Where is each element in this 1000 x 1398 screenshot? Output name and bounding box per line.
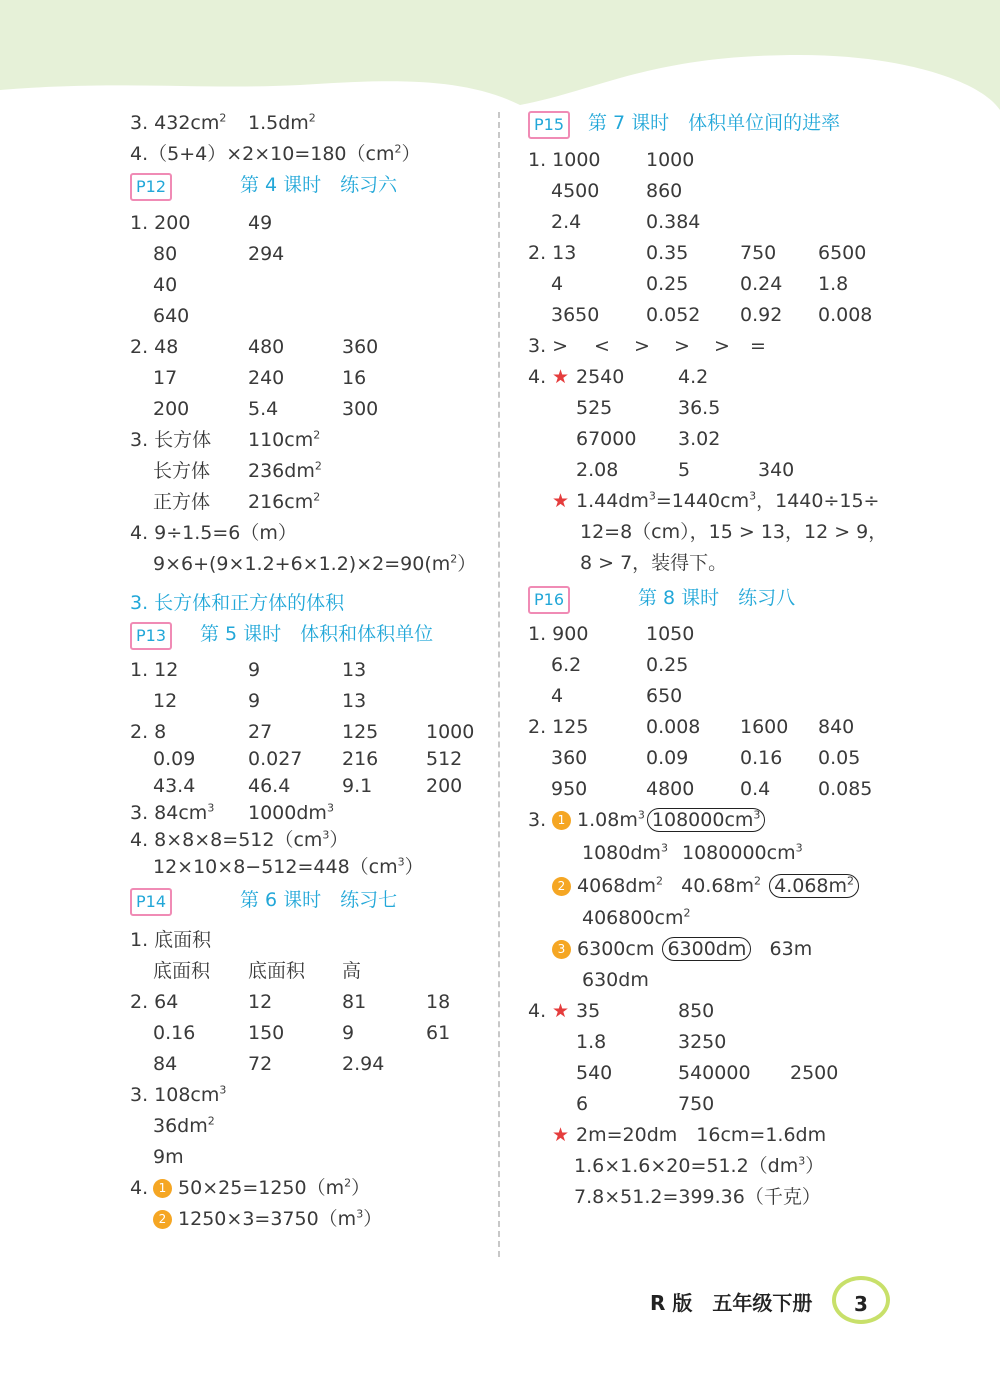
text: $216cm^2$ <box>248 490 321 513</box>
text: 360 <box>342 336 379 358</box>
text: 630dm <box>582 969 649 991</box>
text: 950 <box>551 778 588 800</box>
star-icon: ★ <box>552 1000 570 1022</box>
text: 1.8 <box>576 1031 607 1053</box>
text: 0.09 <box>646 747 689 769</box>
text: 底面积 <box>248 960 306 982</box>
text: $1080000cm^3$ <box>682 841 803 864</box>
text: 5.4 <box>248 398 279 420</box>
page-number: 3 <box>832 1276 890 1324</box>
text: 2. 8 <box>130 721 167 743</box>
text: 12=8（cm），15 > 13，12 > 9， <box>580 521 888 543</box>
text: 13 <box>342 659 367 681</box>
text: 27 <box>248 721 273 743</box>
text: 850 <box>678 1000 715 1022</box>
text: 0.16 <box>153 1022 196 1044</box>
text: 长方体 <box>153 460 211 482</box>
text: 7.8×51.2=399.36（千克） <box>574 1186 821 1208</box>
text: 480 <box>248 336 285 358</box>
text: 2540 <box>576 366 625 388</box>
text: 9 <box>342 1022 355 1044</box>
left-column <box>130 108 490 1235</box>
text: 860 <box>646 180 683 202</box>
page-tag: P14 <box>130 888 172 916</box>
text: > <box>714 335 730 357</box>
right-column <box>528 108 888 1213</box>
text: 0.008 <box>818 304 873 326</box>
number-badge: 3 <box>552 940 571 959</box>
text: 3. <box>528 809 547 831</box>
text: 4. <box>528 366 547 388</box>
footer-edition: R 版 五年级下册 <box>650 1291 813 1315</box>
text: 2m=20dm 16cm=1.6dm <box>576 1124 827 1146</box>
text: 2. 125 <box>528 716 589 738</box>
text: 61 <box>426 1022 451 1044</box>
page-tag: P15 <box>528 111 570 139</box>
text: 525 <box>576 397 613 419</box>
text: 294 <box>248 243 285 265</box>
star-icon: ★ <box>552 366 570 388</box>
text: $1.6\times 1.6\times 20=51.2(dm^3)$ <box>574 1154 825 1177</box>
text: 2.4 <box>551 211 582 233</box>
text: 1.8 <box>818 273 849 295</box>
page-tag: P16 <box>528 586 570 614</box>
page-tag: P13 <box>130 622 172 650</box>
text: 540000 <box>678 1062 751 1084</box>
text: 0.09 <box>153 748 196 770</box>
text: 3. 长方体 <box>130 429 212 451</box>
text: 200 <box>153 398 190 420</box>
text: 40 <box>153 274 178 296</box>
text: 1 $1.08m^3$ $108000cm^3$ <box>552 805 765 836</box>
text: 540 <box>576 1062 613 1084</box>
text: 2 $1250\times 3=3750(m^3)$ <box>153 1204 382 1235</box>
text: 512 <box>426 748 463 770</box>
text: 0.35 <box>646 242 689 264</box>
text: 0.05 <box>818 747 861 769</box>
text: 8 > 7，装得下。 <box>580 552 728 574</box>
text: 0.052 <box>646 304 701 326</box>
text: 3. $432cm^2$ <box>130 111 227 134</box>
text: 4. $8\times 8\times 8=512(cm^3)$ <box>130 828 349 851</box>
number-badge: 1 <box>552 811 571 830</box>
text: $1080dm^3$ <box>582 841 668 864</box>
text: 1000 <box>646 149 695 171</box>
text: $36dm^2$ <box>153 1114 215 1137</box>
text: < <box>594 335 610 357</box>
text: 36.5 <box>678 397 721 419</box>
text: 2500 <box>790 1062 839 1084</box>
text: 1. 底面积 <box>130 929 212 951</box>
text: 43.4 <box>153 775 196 797</box>
text: 81 <box>342 991 367 1013</box>
text: 750 <box>740 242 777 264</box>
text: 2.94 <box>342 1053 385 1075</box>
text: 0.16 <box>740 747 783 769</box>
text: $1.5dm^2$ <box>248 111 316 134</box>
text: 80 <box>153 243 178 265</box>
text: 300 <box>342 398 379 420</box>
number-badge: 2 <box>153 1210 172 1229</box>
text: 2. 13 <box>528 242 577 264</box>
text: 125 <box>342 721 379 743</box>
text: 1. 900 <box>528 623 589 645</box>
text: 0.027 <box>248 748 303 770</box>
text: 4. <box>528 1000 547 1022</box>
text: 16 <box>342 367 367 389</box>
text: 4. 9÷1.5=6（m） <box>130 522 297 544</box>
text: 17 <box>153 367 178 389</box>
text: 0.24 <box>740 273 783 295</box>
text: 1600 <box>740 716 789 738</box>
text: 84 <box>153 1053 178 1075</box>
text: = <box>750 335 766 357</box>
text: 360 <box>551 747 588 769</box>
text: 12 <box>248 991 273 1013</box>
text: 9m <box>153 1146 184 1168</box>
text: 6 <box>576 1093 589 1115</box>
star-icon: ★ <box>552 1124 570 1146</box>
text: 640 <box>153 305 190 327</box>
text: 13 <box>342 690 367 712</box>
text: $4.(5+4)\times 2\times 10=180(cm^2)$ <box>130 142 421 165</box>
text: 4500 <box>551 180 600 202</box>
text: 正方体 <box>153 491 211 513</box>
text: 4 <box>551 273 564 295</box>
text: 4.2 <box>678 366 709 388</box>
number-badge: 2 <box>552 877 571 896</box>
lesson-title: 第 8 课时 练习八 <box>638 587 796 609</box>
text: 5 <box>678 459 691 481</box>
star-icon: ★ <box>552 490 570 512</box>
column-divider <box>498 112 500 1257</box>
text: 650 <box>646 685 683 707</box>
text: 9.1 <box>342 775 373 797</box>
text: 0.25 <box>646 654 689 676</box>
text: $406800cm^2$ <box>582 906 691 929</box>
text: $236dm^2$ <box>248 459 322 482</box>
text: 3.02 <box>678 428 721 450</box>
text: 0.085 <box>818 778 873 800</box>
text: 150 <box>248 1022 285 1044</box>
text: 12 <box>153 690 178 712</box>
text: 3. $84cm^3$ <box>130 801 215 824</box>
text: 35 <box>576 1000 601 1022</box>
text: $1.44dm^3=1440cm^3$，1440÷15÷ <box>576 489 880 512</box>
lesson-title: 第 6 课时 练习七 <box>240 889 398 911</box>
text: 1050 <box>646 623 695 645</box>
text: 6500 <box>818 242 867 264</box>
text: 2.08 <box>576 459 619 481</box>
text: 9 <box>248 659 261 681</box>
text: 0.008 <box>646 716 701 738</box>
text: 750 <box>678 1093 715 1115</box>
number-badge: 1 <box>153 1179 172 1198</box>
text: 49 <box>248 212 273 234</box>
text: 200 <box>426 775 463 797</box>
circled-answer: $108000cm^3$ <box>647 808 766 832</box>
text: 2 $4068dm^2$ $40.68m^2$ $4.068m^2$ <box>552 871 859 902</box>
text: $9\times 6+(9\times 1.2+6\times 1.2)\times 2=90(m^2)$ <box>153 552 477 575</box>
text: 3. > <box>528 335 569 357</box>
text: 1 $50\times 25=1250(m^2)$ <box>153 1173 370 1204</box>
text: 3650 <box>551 304 600 326</box>
text: 4800 <box>646 778 695 800</box>
text: 9 <box>248 690 261 712</box>
text: 216 <box>342 748 379 770</box>
text: 2. 48 <box>130 336 179 358</box>
text: 3. $108cm^3$ <box>130 1083 227 1106</box>
text: 1. 200 <box>130 212 191 234</box>
circled-answer: 6300dm <box>662 937 751 961</box>
text: > <box>634 335 650 357</box>
text: 4. <box>130 1177 149 1199</box>
lesson-title: 第 4 课时 练习六 <box>240 174 398 196</box>
text: $110cm^2$ <box>248 428 321 451</box>
text: > <box>674 335 690 357</box>
text: 240 <box>248 367 285 389</box>
text: 6.2 <box>551 654 582 676</box>
text: 1. 12 <box>130 659 179 681</box>
text: $1000dm^3$ <box>248 801 334 824</box>
text: 3250 <box>678 1031 727 1053</box>
text: 18 <box>426 991 451 1013</box>
text: 1. 1000 <box>528 149 601 171</box>
text: 3 6300cm 6300dm 63m <box>552 934 812 965</box>
text: $12\times 10\times 8-512=448(cm^3)$ <box>153 855 424 878</box>
text: 2. 64 <box>130 991 179 1013</box>
text: 高 <box>342 960 362 982</box>
text: 840 <box>818 716 855 738</box>
text: 0.4 <box>740 778 771 800</box>
text: 1000 <box>426 721 475 743</box>
text: 0.25 <box>646 273 689 295</box>
lesson-title: 第 5 课时 体积和体积单位 <box>200 623 434 645</box>
text: 67000 <box>576 428 637 450</box>
text: 4 <box>551 685 564 707</box>
text: 底面积 <box>153 960 211 982</box>
text: 0.384 <box>646 211 701 233</box>
lesson-title: 第 7 课时 体积单位间的进率 <box>588 112 841 134</box>
text: 72 <box>248 1053 273 1075</box>
text: 46.4 <box>248 775 291 797</box>
page-tag: P12 <box>130 173 172 201</box>
text: 340 <box>758 459 795 481</box>
text: 0.92 <box>740 304 783 326</box>
circled-answer: $4.068m^2$ <box>769 874 859 898</box>
section-heading: 3. 长方体和正方体的体积 <box>130 592 345 614</box>
